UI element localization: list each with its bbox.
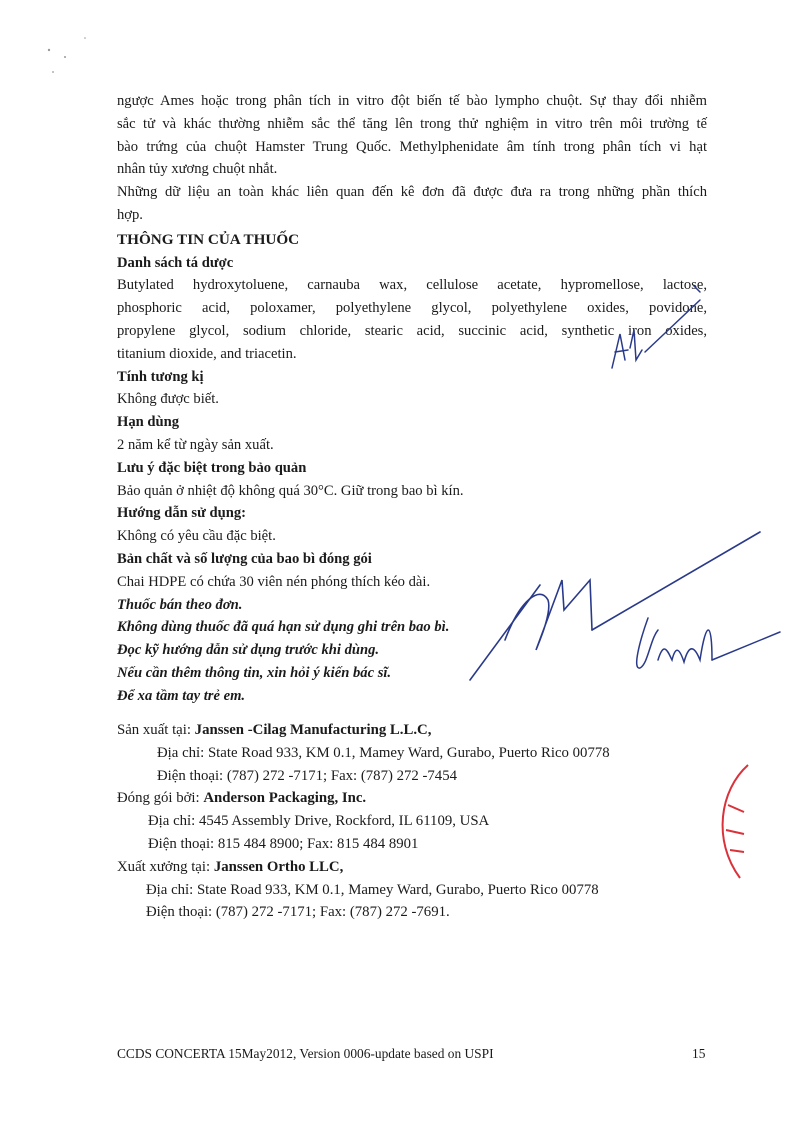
- storage-text: Bảo quản ở nhiệt độ không quá 30°C. Giữ trong bao bì kín.: [117, 482, 464, 499]
- para1-line: bào trứng của chuột Hamster Trung Quốc. Methylphenidate âm tính trong phân tích vi hạt: [117, 138, 707, 155]
- release-label: Xuất xưởng tại:: [117, 858, 214, 875]
- usage-text: Không có yêu cầu đặc biệt.: [117, 528, 276, 545]
- manufacturer-line: [117, 719, 737, 742]
- release-name: Janssen Ortho LLC,: [213, 858, 344, 875]
- section-title: THÔNG TIN CỦA THUỐC: [117, 230, 300, 248]
- para1-line: ngược Ames hoặc trong phân tích in vitro đột biến tế bào lympho chuột. Sự thay đổi nhiễm: [117, 93, 707, 109]
- warning-line: Đọc kỹ hướng dẫn sử dụng trước khi dùng.: [117, 642, 380, 659]
- made-name: Janssen -Cilag Manufacturing L.L.C,: [194, 722, 432, 738]
- shelf-life-heading: Hạn dùng: [117, 414, 180, 431]
- packed-phone: Điện thoại: 815 484 8900; Fax: 815 484 8901: [148, 835, 419, 852]
- packaging-heading: Bản chất và số lượng của bao bì đóng gói: [117, 550, 372, 567]
- scan-speckles: [48, 37, 86, 73]
- packed-name: Anderson Packaging, Inc.: [203, 790, 367, 807]
- excipients-heading: Danh sách tá dược: [117, 254, 234, 271]
- shelf-life-text: 2 năm kể từ ngày sản xuất.: [117, 436, 274, 453]
- page-number: 15: [692, 1046, 706, 1061]
- warning-line: Nếu cần thêm thông tin, xin hỏi ý kiến bác sĩ.: [117, 664, 392, 681]
- storage-heading: Lưu ý đặc biệt trong bảo quản: [117, 459, 307, 476]
- made-label: Sản xuất tại:: [117, 722, 195, 738]
- para2-line: Những dữ liệu an toàn khác liên quan đến kê đơn đã được đưa ra trong những phần thích: [117, 184, 707, 201]
- warning-line: Thuốc bán theo đơn.: [117, 596, 243, 613]
- incompat-heading: Tính tương kị: [117, 368, 204, 385]
- incompat-text: Không được biết.: [117, 391, 219, 408]
- excipients-line: titanium dioxide, and triacetin.: [117, 345, 297, 362]
- packer-line: [117, 787, 737, 810]
- para1-line: sắc tử và khác thường nhiễm sắc thể tăng lên trong thử nghiệm in vitro trên môi trường tế: [117, 115, 707, 132]
- excipients-line: phosphoric acid, poloxamer, polyethylene glycol, polyethylene oxides, povidone,: [117, 300, 707, 317]
- excipients-line: Butylated hydroxytoluene, carnauba wax, cellulose acetate, hypromellose, lactose,: [117, 277, 707, 294]
- warning-line: Để xa tầm tay trẻ em.: [117, 687, 246, 704]
- warning-line: Không dùng thuốc đã quá hạn sử dụng ghi trên bao bì.: [117, 619, 450, 636]
- excipients-line: propylene glycol, sodium chloride, stearic acid, succinic acid, synthetic iron oxides,: [117, 322, 707, 339]
- made-address: Địa chỉ: State Road 933, KM 0.1, Mamey Ward, Gurabo, Puerto Rico 00778: [157, 744, 610, 761]
- para1-line: nhân tủy xương chuột nhắt.: [117, 161, 278, 178]
- release-line: [117, 856, 737, 879]
- release-address: Địa chỉ: State Road 933, KM 0.1, Mamey Ward, Gurabo, Puerto Rico 00778: [146, 881, 599, 898]
- footer-doc-id: CCDS CONCERTA 15May2012, Version 0006-update based on USPI: [117, 1046, 494, 1061]
- body-text: [117, 90, 707, 708]
- packed-label: Đóng gói bởi:: [117, 790, 204, 807]
- packed-address: Địa chỉ: 4545 Assembly Drive, Rockford, IL 61109, USA: [148, 813, 490, 830]
- usage-heading: Hướng dẫn sử dụng:: [117, 505, 247, 522]
- packaging-text: Chai HDPE có chứa 30 viên nén phóng thích kéo dài.: [117, 573, 431, 590]
- made-phone: Điện thoại: (787) 272 -7171; Fax: (787) 272 -7454: [157, 767, 458, 784]
- release-phone: Điện thoại: (787) 272 -7171; Fax: (787) 272 -7691.: [146, 904, 450, 921]
- manufacturer-info: [117, 719, 737, 924]
- para2-line: hợp.: [117, 206, 143, 223]
